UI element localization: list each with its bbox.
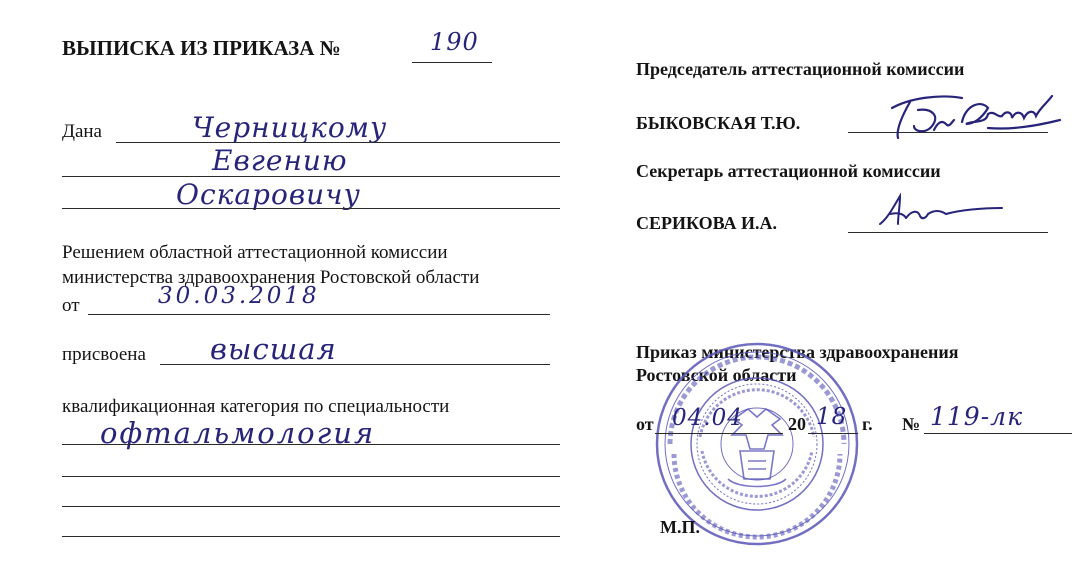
recipient-line-2 [62,176,560,177]
recipient-line-3 [62,208,560,209]
order-number-value: 119-лк [930,402,1024,431]
order-number-label: № [902,414,921,434]
decision-line-1: Решением областной аттестационной комиссии [62,242,448,263]
chair-title: Председатель аттестационной комиссии [636,59,965,79]
specialty-line-1 [62,444,560,445]
category-line [160,364,550,365]
decision-line-2: министерства здравоохранения Ростовской области [62,267,480,288]
decision-date: 30.03.2018 [158,283,320,309]
recipient-name: Евгению [212,144,348,177]
seal-place-label: М.П. [660,517,700,537]
order-number-handwritten: 190 [430,28,479,56]
order-day-month: 04.04 [672,405,743,431]
secretary-title: Секретарь аттестационной комиссии [636,161,941,181]
decision-date-line [88,314,550,315]
order-number-value-line [924,433,1072,434]
order-year-unit: г. [862,414,873,434]
document-title: ВЫПИСКА ИЗ ПРИКАЗА № [62,36,341,60]
order-year-line [808,433,858,434]
order-title-line-2: Ростовской области [636,365,797,385]
order-day-month-line [655,433,783,434]
order-date-label: от [636,414,654,434]
category-label: квалификационная категория по специальности [62,396,450,417]
recipient-surname: Черницкому [192,111,388,144]
recipient-line-1 [116,142,560,143]
order-year-suffix: 18 [816,404,848,430]
secretary-signature [870,188,1010,233]
specialty-handwritten: офтальмология [100,416,376,450]
order-title-line-1: Приказ министерства здравоохранения [636,342,959,362]
chair-signature [870,80,1070,150]
category-handwritten: высшая [210,332,337,366]
decision-date-label: от [62,295,80,316]
secretary-name: СЕРИКОВА И.А. [636,213,777,233]
chair-name: БЫКОВСКАЯ Т.Ю. [636,113,801,133]
recipient-label: Дана [62,121,102,142]
order-year-prefix: 20 [788,414,806,434]
recipient-patronymic: Оскаровичу [176,178,361,211]
assigned-label: присвоена [62,344,146,365]
specialty-line-3 [62,506,560,507]
specialty-line-4 [62,536,560,537]
order-number-line [412,62,492,63]
specialty-line-2 [62,476,560,477]
